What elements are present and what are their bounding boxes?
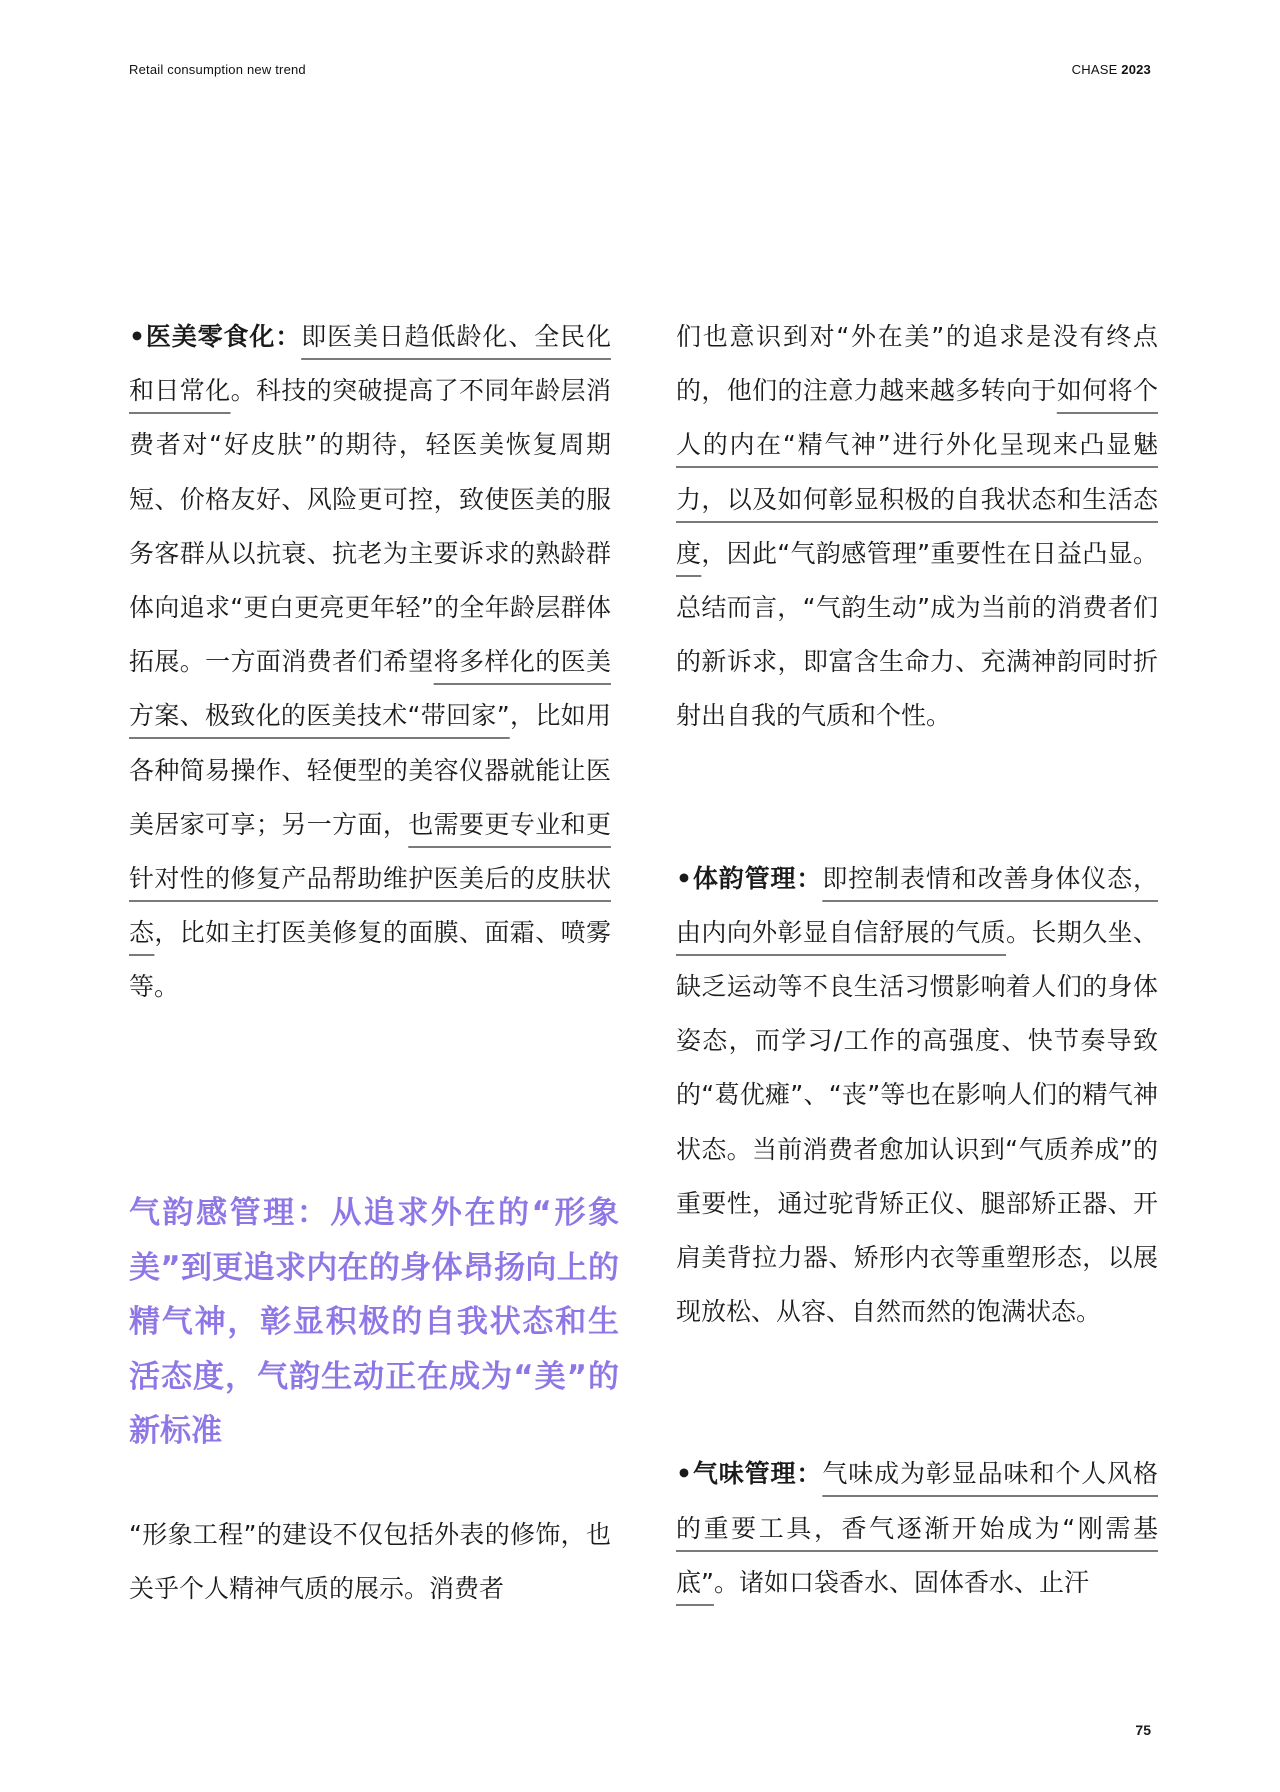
body-text: ，比如用各种简易操作、轻便型的美容仪器就能让医美居家可享；另一方面， — [129, 701, 611, 839]
report-year: 2023 — [1121, 62, 1151, 77]
paragraph-posture-management — [676, 852, 1158, 1340]
underlined-phrase: 也需要更专业和更针对性的修复产品帮助维护医美后的皮肤状态 — [129, 809, 611, 948]
page-number: 75 — [1135, 1722, 1151, 1738]
body-text: ，因此“气韵感管理”重要性在日益凸显。总结而言，“气韵生动”成为当前的消费者们的新诉求，即富含生命力、充满神韵同时折射出自我的气质和个性。 — [676, 538, 1158, 731]
paragraph-scent-management — [676, 1447, 1158, 1610]
paragraph-inner-spirit — [676, 310, 1158, 744]
underlined-phrase: 气味成为彰显品味和个人风格的重要工具，香气逐渐开始成为“刚需基底” — [676, 1459, 1158, 1597]
section-headline: 气韵感管理：从追求外在的“形象美”到更追求内在的身体昂扬向上的精气神，彰显积极的自我状态和生活态度，气韵生动正在成为“美”的新标准 — [129, 1195, 619, 1449]
paragraph-medical-beauty-snacking — [129, 310, 611, 1015]
running-header-brand — [1072, 62, 1151, 77]
body-text: ，比如主打医美修复的面膜、面霜、喷雾等。 — [129, 918, 611, 1002]
body-text: 。长期久坐、缺乏运动等不良生活习惯影响着人们的身体姿态，而学习/工作的高强度、快节奏导致的“葛优瘫”、“丧”等也在影响人们的精气神状态。当前消费者愈加认识到“气质养成”的重要性，通过驼背矫正仪、腿部矫正器、开肩美背拉力器、矫形内衣等重塑形态，以展现放松、从容、自然而然的饱满状态。 — [676, 917, 1158, 1327]
bullet-lead-scent: •气味管理： — [676, 1459, 823, 1489]
body-text: 们也意识到对“外在美”的追求是没有终点的，他们的注意力越来越多转向于 — [676, 322, 1158, 406]
left-column-continued — [129, 1508, 611, 1616]
bullet-lead-posture: •体韵管理： — [676, 863, 823, 893]
underlined-phrase: 如何将个人的内在“精气神”进行外化呈现来凸显魅力，以及如何彰显积极的自我状态和生活态度 — [676, 376, 1158, 568]
underlined-phrase: 将多样化的医美方案、极致化的医美技术“带回家” — [129, 647, 611, 731]
underlined-phrase: 即医美日趋低龄化、全民化和日常化 — [129, 322, 611, 406]
paragraph-image-project: “形象工程”的建设不仅包括外表的修饰，也关乎个人精神气质的展示。消费者 — [129, 1520, 611, 1604]
bullet-lead-medical-beauty: •医美零食化： — [129, 322, 302, 351]
right-column — [676, 310, 1158, 1610]
running-header-title: Retail consumption new trend — [129, 62, 306, 77]
brand-name: CHASE — [1071, 62, 1118, 77]
left-column — [129, 310, 611, 1015]
body-text: 。科技的突破提高了不同年龄层消费者对“好皮肤”的期待，轻医美恢复周期短、价格友好、风险更可控，致使医美的服务客群从以抗衰、抗老为主要诉求的熟龄群体向追求“更白更亮更年轻”的全年龄层群体拓展。一方面消费者们希望 — [129, 376, 611, 677]
underlined-phrase: 即控制表情和改善身体仪态，由内向外彰显自信舒展的气质 — [676, 863, 1158, 947]
body-text: 。诸如口袋香水、固体香水、止汗 — [713, 1567, 1089, 1597]
